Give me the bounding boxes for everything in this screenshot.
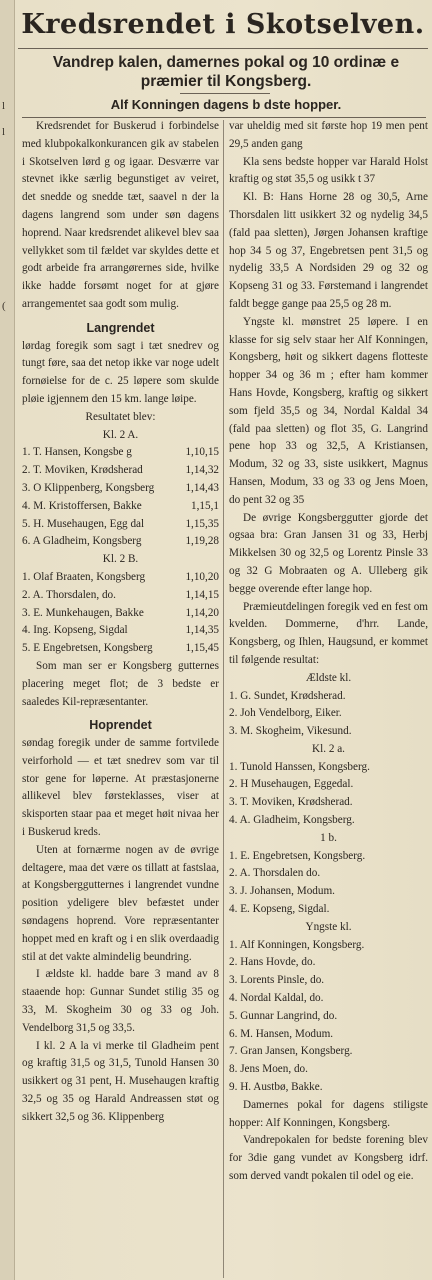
results-list-kl2a [22, 444, 219, 551]
result-time: 1,14,35 [185, 624, 219, 637]
paragraph: Vandrepokalen for bedste forening blev for 3die gang vundet av Kongsberg idrf. som derved vandt pokalen til odel og eie. [229, 1134, 428, 1183]
section-heading-hoprend: Hoprendet [89, 718, 152, 733]
result-time: 1,14,20 [185, 606, 219, 619]
result-name: 3. E. Munkehaugen, Bakke [22, 606, 144, 619]
right-column [229, 118, 428, 1186]
result-row [22, 569, 219, 587]
result-row [22, 480, 219, 498]
class-heading: Kl. 2 A. [102, 428, 139, 441]
result-time: 1,10,20 [185, 570, 219, 583]
prize-row: 2. A. Thorsdalen do. [229, 867, 321, 880]
article-subhead: Alf Konningen dagens b dste hopper. [110, 97, 342, 112]
prize-row: 3. J. Johansen, Modum. [229, 885, 335, 898]
prize-list-yngste [229, 937, 428, 1097]
prize-row: 4. E. Kopseng, Sigdal. [229, 903, 330, 916]
result-row [22, 533, 219, 551]
result-name: 2. T. Moviken, Krødsherad [22, 464, 143, 477]
left-column [22, 118, 219, 1127]
prize-row: 5. Gunnar Langrind, do. [229, 1009, 338, 1022]
paragraph: De øvrige Kongsberggutter gjorde det ogsaa bra: Gran Jansen 31 og 33, Herbj Mikkelsen 30 og 32,5 og Lorentz Pinsle 33 og 32 G Mobraaten og A. Ulleberg gik begge overende efter lange hop. [229, 511, 428, 595]
paragraph: Yngste kl. mønstret 25 løpere. I en klasse for sig selv staar her Alf Konningen, Kongsberg, høit og sikkert dagens flotteste hopper 34 og 36 m ; efter ham kommer Hans Hovde, Kongsberg, kraftig og sikkert som fjeld 35,5 og 34, Nordal Kaldal 34 (fald paa sletten) og flot 35, G. Langrind pene hop 33 og 32,5, A Kristiansen, Modum, 32 og 33, siste usikkert, Magnus Hansen, Modum, 33 og 33 og Jens Moen, do pent 32 og 35 [229, 315, 428, 506]
prize-row: 6. M. Hansen, Modum. [229, 1027, 334, 1040]
paragraph: Kredsrendet for Buskerud i forbindelse med klubpokalkonkurancen gik av stabelen i Skotselven lørd g og igaar. Desværre var stevnet ikke særlig begunstiget av veiret, det snedde og snedde tæt, saavel n der la dagens langrend som under søn dagens hoprend. Naar kredsrendet alikevel blev saa vellykket som til fældet var skyldes dette et godt arbeide fra arrangørernes side, hvilke ikke hadde forsømt noget for at gjøre arrangementet saa godt som mulig. [22, 120, 219, 310]
result-time: 1,15,35 [185, 517, 219, 530]
gutter-mark: l [2, 126, 6, 138]
paragraph: Som man ser er Kongsberg gutternes placering meget flot; de 3 bedste er saaledes Kil-repræsentanter. [22, 659, 219, 708]
result-row [22, 622, 219, 640]
result-row [22, 444, 219, 462]
article-title: Kredsrendet i Skotselven. [18, 2, 428, 49]
prize-row: 7. Gran Jansen, Kongsberg. [229, 1045, 353, 1058]
paragraph: Kla sens bedste hopper var Harald Holst kraftig og støt 35,5 og usikk t 37 [229, 155, 428, 186]
result-name: 2. A. Thorsdalen, do. [22, 588, 116, 601]
column-divider [223, 120, 224, 1278]
result-name: 3. O Klippenberg, Kongsberg [22, 481, 155, 494]
divider [180, 93, 270, 94]
result-name: 5. E Engebretsen, Kongsberg [22, 642, 153, 655]
result-row [22, 605, 219, 623]
result-name: 1. T. Hansen, Kongsbe g [22, 446, 132, 459]
result-name: 4. M. Kristoffersen, Bakke [22, 499, 142, 512]
result-row [22, 498, 219, 516]
paragraph: Uten at fornærme nogen av de øvrige deltagere, maa det være os tillatt at fastslaa, at Kongsberggutternes i langrendet vundne position ydeligere blev befæstet under søndagens hoprend. Vore repræsentanter hoppet med en kraft og i en slik overdaadig stil at det vakte almindelig beundring. [22, 843, 219, 963]
result-row [22, 587, 219, 605]
prize-row: 8. Jens Moen, do. [229, 1063, 308, 1076]
class-heading: 1 b. [320, 831, 337, 844]
prize-row: 9. H. Austbø, Bakke. [229, 1081, 323, 1094]
class-heading: Kl. 2 B. [102, 553, 139, 566]
class-heading: Yngste kl. [305, 920, 352, 933]
prize-row: 1. G. Sundet, Krødsherad. [229, 689, 346, 702]
gutter-mark: ( [2, 300, 6, 312]
result-row [22, 516, 219, 534]
result-time: 1,14,43 [185, 481, 219, 494]
results-label: Resultatet blev: [85, 410, 156, 423]
prize-row: 1. Alf Konningen, Kongsberg. [229, 938, 365, 951]
paragraph: Kl. B: Hans Horne 28 og 30,5, Arne Thorsdalen litt usikkert 32 og nydelig 34,5 (fald paa sletten), Jørgen Johansen kraftige hop 34 5 og 37, Engebretsen pent 31,5 og nydelig 33,5 A Nordsiden 29 og 32 og Kopseng 31 og 33. Førstemand i langrendet faldt begge gange paa 25,5 og 28 m. [229, 191, 428, 310]
paragraph: Præmieutdelingen foregik ved en fest om kvelden. Dommerne, d'hrr. Lande, Kongsberg, og Ihlen, Haugsund, er kommet til følgende resultat: [229, 600, 428, 666]
paragraph: Damernes pokal for dagens stiligste hopper: Alf Konningen, Kongsberg. [229, 1098, 428, 1129]
result-time: 1,15,45 [185, 642, 219, 655]
class-heading: Ældste kl. [305, 671, 352, 684]
result-name: 4. Ing. Kopseng, Sigdal [22, 624, 128, 637]
prize-row: 3. M. Skogheim, Vikesund. [229, 725, 352, 738]
result-row [22, 640, 219, 658]
prize-list-aeldste [229, 688, 428, 741]
result-name: 6. A Gladheim, Kongsberg [22, 535, 142, 548]
prize-list-kl1b [229, 848, 428, 919]
article-subtitle: Vandrep kalen, damernes pokal og 10 ordinæ e præmier til Kongsberg. [52, 54, 400, 90]
result-name: 5. H. Musehaugen, Egg dal [22, 517, 145, 530]
prize-list-kl2a [229, 759, 428, 830]
result-name: 1. Olaf Braaten, Kongsberg [22, 570, 146, 583]
paragraph: I kl. 2 A la vi merke til Gladheim pent og kraftig 31,5 og 31,5, Tunold Hansen 30 usikkert og 31 pent, H. Musehaugen kraftig 32,5 og 35 og Harald Andreassen støt og sikkert 32,5 og 36. Klippenberg [22, 1039, 219, 1123]
result-time: 1,14,15 [185, 588, 219, 601]
results-list-kl2b [22, 569, 219, 658]
class-heading: Kl. 2 a. [312, 742, 345, 755]
prize-row: 4. A. Gladheim, Kongsberg. [229, 814, 355, 827]
section-heading-langrend: Langrendet [86, 320, 155, 335]
paragraph: lørdag foregik som sagt i tæt snedrev og tungt føre, saa det netop ikke var noge udelt fornøielse for de c. 25 løpere som skulde pløie igjennem den 15 km. lange løipe. [22, 339, 219, 405]
result-time: 1,15,1 [191, 499, 219, 512]
result-time: 1,14,32 [185, 464, 219, 477]
paragraph: var uheldig med sit første hop 19 men pent 29,5 anden gang [229, 120, 428, 150]
prize-row: 2. Hans Hovde, do. [229, 956, 316, 969]
prize-row: 1. E. Engebretsen, Kongsberg. [229, 849, 366, 862]
prize-row: 3. T. Moviken, Krødsherad. [229, 796, 353, 809]
page-gutter [0, 0, 15, 1280]
paragraph: søndag foregik under de samme fortvilede veirforhold — et tæt snedrev som var til stor gene for løperne. At præstasjonerne allikevel blev førsteklasses, viser at skisporten staar paa et meget høit nivaa her i Buskerud kreds. [22, 737, 219, 839]
result-time: 1,19,28 [185, 535, 219, 548]
prize-row: 4. Nordal Kaldal, do. [229, 992, 324, 1005]
prize-row: 3. Lorents Pinsle, do. [229, 974, 325, 987]
prize-row: 1. Tunold Hanssen, Kongsberg. [229, 760, 370, 773]
paragraph: I ældste kl. hadde bare 3 mand av 8 staaende hop: Gunnar Sundet stilig 35 og 33, M. Skogheim 30 og 33 og Joh. Vendelborg 31,5 og 33,5. [22, 968, 219, 1034]
prize-row: 2. Joh Vendelborg, Eiker. [229, 707, 342, 720]
prize-row: 2. H Musehaugen, Eggedal. [229, 778, 354, 791]
result-row [22, 462, 219, 480]
result-time: 1,10,15 [185, 446, 219, 459]
gutter-mark: l [2, 100, 6, 112]
